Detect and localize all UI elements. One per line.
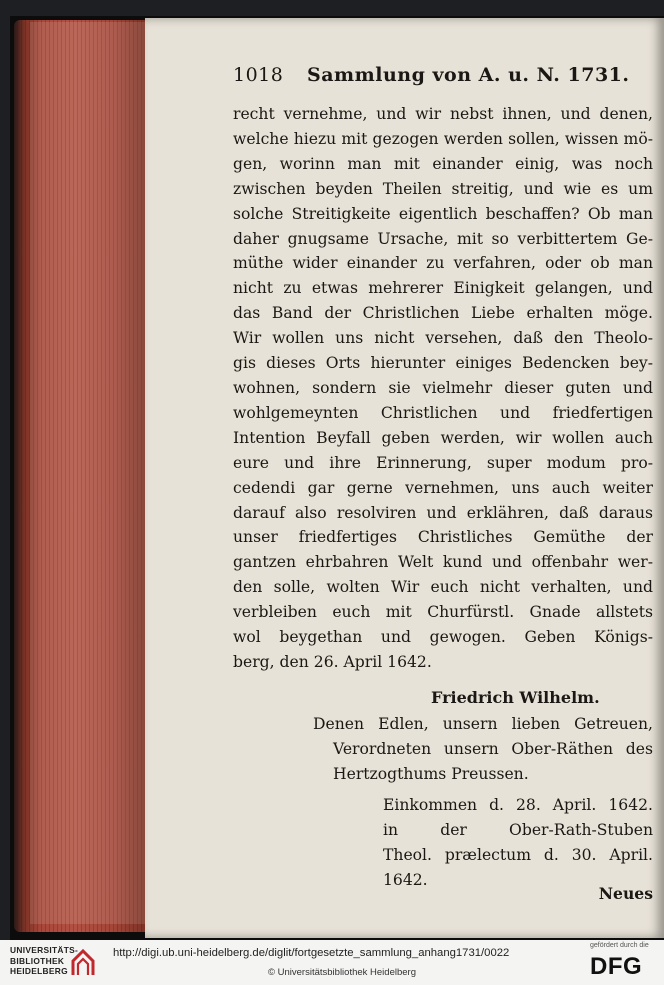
copyright-text: © Universitätsbibliothek Heidelberg [268, 967, 416, 978]
library-logo[interactable] [10, 945, 110, 979]
received-line: Theol. prælectum d. 30. April. [383, 846, 653, 864]
text-line: wohnen, sondern sie vielmehr dieser guten und [233, 378, 653, 397]
address-line: Hertzogthums Preussen. [333, 765, 529, 783]
text-line: Wir wollen uns nicht versehen, daß den Theolo- [233, 329, 653, 348]
running-title: Sammlung von A. u. N. 1731. [307, 64, 630, 86]
text-line: eure und ihre Erinnerung, super modum pro- [233, 453, 653, 472]
received-note [383, 793, 653, 893]
text-line: verbleiben euch mit Churfürstl. Gnade allstets [233, 603, 653, 622]
library-name-line: UNIVERSITÄTS- [10, 945, 79, 955]
received-line: in der Ober-Rath-Stuben [383, 821, 653, 839]
text-line: gantzen ehrbahren Welt kund und offenbahr wer- [233, 553, 653, 572]
library-name-line: HEIDELBERG [10, 966, 68, 976]
text-line: das Band der Christlichen Liebe erhalten möge. [233, 304, 653, 323]
text-line: wohlgemeynten Christlichen und friedfertigen [233, 403, 653, 422]
received-line: Einkommen d. 28. April. 1642. [383, 796, 653, 814]
text-line: darauf also resolviren und erklähren, daß daraus [233, 503, 653, 522]
letter-body [233, 102, 653, 675]
page-number: 1018 [233, 64, 284, 86]
text-line: gen, worinn man mit einander einig, was noch [233, 154, 653, 173]
text-line: berg, den 26. April 1642. [233, 652, 432, 671]
catchword: Neues [598, 884, 653, 903]
text-line: nicht zu etwas mehrerer Einigkeit gelangen, und [233, 279, 653, 298]
permalink-url[interactable]: http://digi.ub.uni-heidelberg.de/diglit/fortgesetzte_sammlung_anhang1731/0022 [113, 947, 510, 959]
received-line: 1642. [383, 871, 428, 889]
text-line: unser friedfertiges Christliches Gemüthe der [233, 528, 653, 547]
text-line: daher gnugsame Ursache, mit so verbittertem Ge- [233, 229, 653, 248]
viewer-footer [0, 940, 664, 985]
funder-logo-text: DFG [590, 953, 643, 980]
address-line: Denen Edlen, unsern lieben Getreuen, [313, 715, 653, 733]
library-emblem-icon [70, 947, 96, 977]
dfg-logo[interactable] [590, 942, 658, 982]
text-line: cedendi gar gerne vernehmen, uns auch weiter [233, 478, 653, 497]
library-name-line: BIBLIOTHEK [10, 955, 65, 966]
text-line: den solle, wolten Wir euch nicht verhalten, und [233, 578, 653, 597]
text-line: zwischen beyden Theilen streitig, und wie es um [233, 179, 653, 198]
text-line: solche Streitigkeite eigentlich beschaffen? Ob man [233, 204, 653, 223]
text-line: Intention Beyfall geben werden, wir wollen auch [233, 428, 653, 447]
book-page [145, 18, 664, 938]
address-line: Verordneten unsern Ober-Räthen des [333, 740, 653, 758]
signature: Friedrich Wilhelm. [431, 688, 600, 707]
text-line: gis dieses Orts hierunter einiges Bedencken bey- [233, 354, 653, 373]
text-line: welche hiezu mit gezogen werden sollen, wissen mö- [233, 129, 653, 148]
running-header [233, 58, 653, 94]
funder-note: gefördert durch die [590, 942, 649, 949]
text-line: müthe wider einander zu verfahren, oder ob man [233, 254, 653, 273]
text-line: wol beygethan und gewogen. Geben Königs- [233, 628, 653, 647]
page-text-area [233, 58, 653, 903]
page-block-shading [30, 22, 148, 924]
text-line: recht vernehme, und wir nebst ihnen, und denen, [233, 105, 653, 123]
address-block [313, 712, 653, 787]
library-name [10, 945, 78, 977]
